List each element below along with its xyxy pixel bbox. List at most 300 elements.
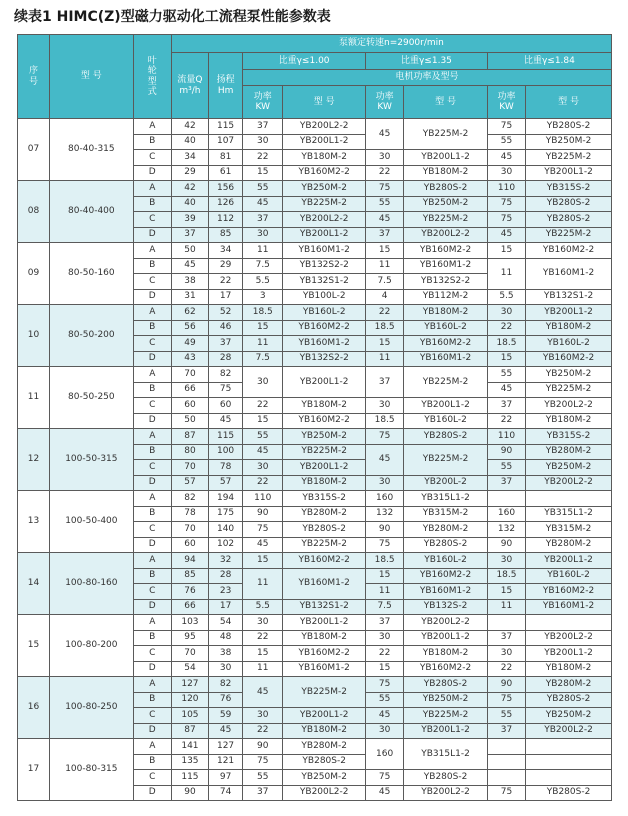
power-cell-1: 75 (243, 522, 283, 538)
power-cell-2: 7.5 (366, 599, 404, 615)
model-cell: 80-40-400 (50, 181, 134, 243)
power-cell-1: 37 (243, 785, 283, 801)
power-cell-3: 30 (487, 553, 525, 569)
motor-model-cell-3: YB160M2-2 (526, 243, 612, 259)
motor-model-cell-1: YB132S2-2 (283, 258, 366, 274)
power-cell-1: 90 (243, 739, 283, 755)
impeller-cell: B (133, 692, 171, 708)
power-cell-3: 110 (487, 429, 525, 445)
power-cell-2: 45 (366, 785, 404, 801)
impeller-cell: B (133, 444, 171, 460)
head-cell: 115 (209, 429, 243, 445)
motor-model-cell-3: YB250M-2 (526, 708, 612, 724)
flow-cell: 85 (171, 568, 208, 584)
motor-model-cell-2: YB160L-2 (404, 320, 488, 336)
power-cell-2: 45 (366, 212, 404, 228)
impeller-cell: D (133, 227, 171, 243)
flow-cell: 29 (171, 165, 208, 181)
flow-cell: 78 (171, 506, 208, 522)
flow-cell: 94 (171, 553, 208, 569)
impeller-cell: C (133, 212, 171, 228)
head-cell: 30 (209, 661, 243, 677)
head-cell: 45 (209, 723, 243, 739)
motor-model-cell-1: YB280M-2 (283, 739, 366, 755)
power-cell-2: 22 (366, 165, 404, 181)
motor-model-cell-1: YB200L1-2 (283, 367, 366, 398)
header-motor-model-2: 型 号 (404, 86, 488, 119)
motor-model-cell-2: YB160M1-2 (404, 351, 488, 367)
motor-model-cell-2: YB225M-2 (404, 119, 488, 150)
seq-cell: 08 (18, 181, 50, 243)
impeller-cell: C (133, 460, 171, 476)
table-row (18, 429, 612, 445)
flow-cell: 39 (171, 212, 208, 228)
head-cell: 57 (209, 475, 243, 491)
impeller-cell: A (133, 243, 171, 259)
flow-cell: 66 (171, 382, 208, 398)
power-cell-3: 45 (487, 150, 525, 166)
power-cell-2: 7.5 (366, 274, 404, 290)
model-cell: 100-80-200 (50, 615, 134, 677)
seq-cell: 10 (18, 305, 50, 367)
power-cell-2: 132 (366, 506, 404, 522)
head-cell: 82 (209, 367, 243, 383)
impeller-cell: B (133, 134, 171, 150)
head-cell: 54 (209, 615, 243, 631)
power-cell-1: 30 (243, 134, 283, 150)
motor-model-cell-2: YB200L-2 (404, 475, 488, 491)
power-cell-3: 22 (487, 413, 525, 429)
motor-model-cell-3 (526, 491, 612, 507)
head-cell: 32 (209, 553, 243, 569)
power-cell-2: 11 (366, 584, 404, 600)
power-cell-2: 45 (366, 708, 404, 724)
motor-model-cell-3: YB160M1-2 (526, 599, 612, 615)
head-cell: 175 (209, 506, 243, 522)
flow-cell: 70 (171, 646, 208, 662)
motor-model-cell-2: YB160M2-2 (404, 568, 488, 584)
flow-cell: 87 (171, 723, 208, 739)
power-cell-3: 37 (487, 475, 525, 491)
power-cell-1: 30 (243, 615, 283, 631)
head-cell: 23 (209, 584, 243, 600)
flow-cell: 57 (171, 475, 208, 491)
motor-model-cell-3: YB225M-2 (526, 150, 612, 166)
power-cell-1: 90 (243, 506, 283, 522)
impeller-cell: D (133, 537, 171, 553)
power-cell-2: 30 (366, 723, 404, 739)
motor-model-cell-2: YB200L2-2 (404, 785, 488, 801)
flow-cell: 60 (171, 398, 208, 414)
motor-model-cell-1: YB160M1-2 (283, 243, 366, 259)
header-motor: 电机功率及型号 (243, 70, 612, 86)
head-cell: 100 (209, 444, 243, 460)
seq-cell: 16 (18, 677, 50, 739)
power-cell-3: 18.5 (487, 568, 525, 584)
head-cell: 115 (209, 119, 243, 135)
power-cell-3: 22 (487, 320, 525, 336)
head-cell: 112 (209, 212, 243, 228)
header-flow: 流量Q m³/h (171, 53, 208, 119)
seq-cell: 11 (18, 367, 50, 429)
header-density-3: 比重γ≤1.84 (487, 53, 611, 70)
impeller-cell: C (133, 770, 171, 786)
power-cell-2: 75 (366, 770, 404, 786)
power-cell-3: 75 (487, 119, 525, 135)
flow-cell: 45 (171, 258, 208, 274)
flow-cell: 50 (171, 413, 208, 429)
power-cell-1: 30 (243, 227, 283, 243)
power-cell-1: 37 (243, 119, 283, 135)
motor-model-cell-1: YB132S1-2 (283, 599, 366, 615)
motor-model-cell-1: YB250M-2 (283, 770, 366, 786)
flow-cell: 115 (171, 770, 208, 786)
motor-model-cell-1: YB280S-2 (283, 522, 366, 538)
power-cell-3: 132 (487, 522, 525, 538)
motor-model-cell-3 (526, 739, 612, 755)
flow-cell: 70 (171, 522, 208, 538)
model-cell: 100-80-315 (50, 739, 134, 801)
motor-model-cell-3: YB200L1-2 (526, 305, 612, 321)
motor-model-cell-3: YB200L2-2 (526, 475, 612, 491)
motor-model-cell-2: YB280S-2 (404, 677, 488, 693)
impeller-cell: A (133, 181, 171, 197)
power-cell-3: 37 (487, 723, 525, 739)
motor-model-cell-3: YB200L2-2 (526, 398, 612, 414)
impeller-cell: A (133, 739, 171, 755)
power-cell-3 (487, 770, 525, 786)
power-cell-1: 5.5 (243, 274, 283, 290)
flow-cell: 141 (171, 739, 208, 755)
impeller-cell: A (133, 367, 171, 383)
power-cell-1: 3 (243, 289, 283, 305)
motor-model-cell-3: YB280S-2 (526, 196, 612, 212)
pump-performance-table (17, 34, 612, 801)
head-cell: 107 (209, 134, 243, 150)
flow-cell: 80 (171, 444, 208, 460)
motor-model-cell-2: YB132S-2 (404, 599, 488, 615)
motor-model-cell-1: YB180M-2 (283, 475, 366, 491)
motor-model-cell-1: YB100L-2 (283, 289, 366, 305)
power-cell-2: 11 (366, 351, 404, 367)
power-cell-2: 55 (366, 692, 404, 708)
power-cell-3: 45 (487, 382, 525, 398)
motor-model-cell-1: YB160M2-2 (283, 413, 366, 429)
table-header (18, 35, 612, 119)
header-power-1: 功率 KW (243, 86, 283, 119)
motor-model-cell-3: YB180M-2 (526, 320, 612, 336)
motor-model-cell-2: YB225M-2 (404, 367, 488, 398)
motor-model-cell-1: YB225M-2 (283, 537, 366, 553)
power-cell-3: 11 (487, 599, 525, 615)
power-cell-1: 45 (243, 444, 283, 460)
head-cell: 17 (209, 289, 243, 305)
power-cell-3: 22 (487, 661, 525, 677)
impeller-cell: A (133, 615, 171, 631)
impeller-cell: B (133, 568, 171, 584)
seq-cell: 13 (18, 491, 50, 553)
flow-cell: 120 (171, 692, 208, 708)
table-row (18, 119, 612, 135)
power-cell-3: 90 (487, 537, 525, 553)
power-cell-3: 5.5 (487, 289, 525, 305)
motor-model-cell-2: YB200L1-2 (404, 150, 488, 166)
model-cell: 80-50-200 (50, 305, 134, 367)
power-cell-2: 55 (366, 196, 404, 212)
impeller-cell: A (133, 677, 171, 693)
power-cell-3: 110 (487, 181, 525, 197)
seq-cell: 07 (18, 119, 50, 181)
flow-cell: 34 (171, 150, 208, 166)
power-cell-2: 15 (366, 336, 404, 352)
power-cell-1: 15 (243, 553, 283, 569)
seq-cell: 12 (18, 429, 50, 491)
motor-model-cell-3: YB280S-2 (526, 212, 612, 228)
motor-model-cell-1: YB200L1-2 (283, 708, 366, 724)
power-cell-3: 55 (487, 708, 525, 724)
power-cell-1: 11 (243, 661, 283, 677)
head-cell: 102 (209, 537, 243, 553)
header-head: 扬程 Hm (209, 53, 243, 119)
motor-model-cell-2: YB200L1-2 (404, 398, 488, 414)
motor-model-cell-2: YB180M-2 (404, 305, 488, 321)
motor-model-cell-1: YB250M-2 (283, 429, 366, 445)
power-cell-1: 11 (243, 243, 283, 259)
flow-cell: 127 (171, 677, 208, 693)
power-cell-2: 15 (366, 243, 404, 259)
motor-model-cell-3: YB160L-2 (526, 568, 612, 584)
power-cell-3: 90 (487, 444, 525, 460)
impeller-cell: C (133, 274, 171, 290)
power-cell-3: 55 (487, 134, 525, 150)
impeller-cell: B (133, 382, 171, 398)
motor-model-cell-3: YB315S-2 (526, 429, 612, 445)
power-cell-1: 22 (243, 630, 283, 646)
power-cell-3 (487, 491, 525, 507)
power-cell-1: 7.5 (243, 258, 283, 274)
motor-model-cell-1: YB160M2-2 (283, 165, 366, 181)
power-cell-1: 15 (243, 320, 283, 336)
impeller-cell: B (133, 630, 171, 646)
power-cell-3 (487, 754, 525, 770)
flow-cell: 76 (171, 584, 208, 600)
motor-model-cell-2: YB280S-2 (404, 537, 488, 553)
impeller-cell: C (133, 708, 171, 724)
head-cell: 76 (209, 692, 243, 708)
motor-model-cell-1: YB200L1-2 (283, 227, 366, 243)
table-row (18, 553, 612, 569)
power-cell-1: 7.5 (243, 351, 283, 367)
power-cell-3: 15 (487, 351, 525, 367)
flow-cell: 43 (171, 351, 208, 367)
power-cell-2: 11 (366, 258, 404, 274)
power-cell-3: 90 (487, 677, 525, 693)
power-cell-3: 55 (487, 460, 525, 476)
flow-cell: 62 (171, 305, 208, 321)
head-cell: 28 (209, 351, 243, 367)
power-cell-1: 22 (243, 475, 283, 491)
power-cell-3 (487, 615, 525, 631)
impeller-cell: A (133, 491, 171, 507)
power-cell-2: 160 (366, 739, 404, 770)
power-cell-1: 15 (243, 413, 283, 429)
flow-cell: 82 (171, 491, 208, 507)
head-cell: 121 (209, 754, 243, 770)
header-speed: 泵额定转速n=2900r/min (171, 35, 611, 53)
power-cell-1: 45 (243, 677, 283, 708)
motor-model-cell-1: YB180M-2 (283, 150, 366, 166)
model-cell: 80-50-250 (50, 367, 134, 429)
head-cell: 78 (209, 460, 243, 476)
flow-cell: 31 (171, 289, 208, 305)
motor-model-cell-3: YB280M-2 (526, 537, 612, 553)
motor-model-cell-1: YB225M-2 (283, 677, 366, 708)
seq-cell: 15 (18, 615, 50, 677)
power-cell-1: 110 (243, 491, 283, 507)
motor-model-cell-2: YB160M2-2 (404, 661, 488, 677)
flow-cell: 105 (171, 708, 208, 724)
flow-cell: 135 (171, 754, 208, 770)
power-cell-2: 30 (366, 150, 404, 166)
power-cell-3: 75 (487, 212, 525, 228)
power-cell-2: 75 (366, 429, 404, 445)
power-cell-2: 15 (366, 568, 404, 584)
motor-model-cell-2: YB160M1-2 (404, 258, 488, 274)
impeller-cell: C (133, 398, 171, 414)
power-cell-3: 75 (487, 692, 525, 708)
motor-model-cell-2: YB250M-2 (404, 692, 488, 708)
power-cell-2: 75 (366, 537, 404, 553)
motor-model-cell-2: YB315L1-2 (404, 739, 488, 770)
head-cell: 60 (209, 398, 243, 414)
power-cell-1: 30 (243, 367, 283, 398)
motor-model-cell-3: YB315S-2 (526, 181, 612, 197)
motor-model-cell-1: YB225M-2 (283, 444, 366, 460)
power-cell-3: 37 (487, 630, 525, 646)
power-cell-1: 18.5 (243, 305, 283, 321)
flow-cell: 54 (171, 661, 208, 677)
motor-model-cell-3: YB280S-2 (526, 692, 612, 708)
header-seq: 序 号 (18, 35, 50, 119)
head-cell: 59 (209, 708, 243, 724)
power-cell-2: 30 (366, 398, 404, 414)
head-cell: 29 (209, 258, 243, 274)
power-cell-3 (487, 739, 525, 755)
motor-model-cell-1: YB132S1-2 (283, 274, 366, 290)
table-row (18, 491, 612, 507)
motor-model-cell-1: YB200L1-2 (283, 615, 366, 631)
motor-model-cell-1: YB200L2-2 (283, 119, 366, 135)
impeller-cell: C (133, 522, 171, 538)
flow-cell: 90 (171, 785, 208, 801)
motor-model-cell-2: YB280S-2 (404, 770, 488, 786)
power-cell-2: 18.5 (366, 320, 404, 336)
motor-model-cell-2: YB180M-2 (404, 165, 488, 181)
flow-cell: 49 (171, 336, 208, 352)
power-cell-3: 75 (487, 196, 525, 212)
impeller-cell: B (133, 506, 171, 522)
motor-model-cell-1: YB160M1-2 (283, 661, 366, 677)
table-row (18, 677, 612, 693)
head-cell: 61 (209, 165, 243, 181)
impeller-cell: C (133, 584, 171, 600)
power-cell-2: 90 (366, 522, 404, 538)
flow-cell: 40 (171, 134, 208, 150)
head-cell: 34 (209, 243, 243, 259)
head-cell: 46 (209, 320, 243, 336)
motor-model-cell-2: YB160L-2 (404, 553, 488, 569)
motor-model-cell-1: YB132S2-2 (283, 351, 366, 367)
motor-model-cell-3: YB280S-2 (526, 119, 612, 135)
header-motor-model-3: 型 号 (526, 86, 612, 119)
motor-model-cell-2: YB160M1-2 (404, 584, 488, 600)
motor-model-cell-3: YB225M-2 (526, 382, 612, 398)
impeller-cell: D (133, 351, 171, 367)
flow-cell: 103 (171, 615, 208, 631)
head-cell: 48 (209, 630, 243, 646)
motor-model-cell-2: YB160L-2 (404, 413, 488, 429)
head-cell: 28 (209, 568, 243, 584)
seq-cell: 14 (18, 553, 50, 615)
head-cell: 38 (209, 646, 243, 662)
motor-model-cell-3: YB280S-2 (526, 785, 612, 801)
header-power-3: 功率 KW (487, 86, 525, 119)
flow-cell: 37 (171, 227, 208, 243)
seq-cell: 09 (18, 243, 50, 305)
impeller-cell: C (133, 336, 171, 352)
power-cell-1: 75 (243, 754, 283, 770)
table-body (18, 119, 612, 801)
motor-model-cell-2: YB250M-2 (404, 196, 488, 212)
power-cell-2: 22 (366, 646, 404, 662)
impeller-cell: D (133, 723, 171, 739)
impeller-cell: A (133, 119, 171, 135)
motor-model-cell-1: YB200L2-2 (283, 212, 366, 228)
power-cell-2: 45 (366, 119, 404, 150)
power-cell-2: 18.5 (366, 553, 404, 569)
power-cell-1: 45 (243, 196, 283, 212)
impeller-cell: D (133, 599, 171, 615)
power-cell-1: 11 (243, 336, 283, 352)
power-cell-1: 22 (243, 723, 283, 739)
power-cell-3: 15 (487, 243, 525, 259)
power-cell-1: 45 (243, 537, 283, 553)
impeller-cell: A (133, 305, 171, 321)
head-cell: 82 (209, 677, 243, 693)
motor-model-cell-1: YB180M-2 (283, 630, 366, 646)
flow-cell: 70 (171, 460, 208, 476)
head-cell: 97 (209, 770, 243, 786)
impeller-cell: C (133, 150, 171, 166)
motor-model-cell-2: YB315M-2 (404, 506, 488, 522)
motor-model-cell-1: YB160M1-2 (283, 336, 366, 352)
motor-model-cell-2: YB280S-2 (404, 429, 488, 445)
motor-model-cell-3: YB315M-2 (526, 522, 612, 538)
motor-model-cell-1: YB160M1-2 (283, 568, 366, 599)
motor-model-cell-1: YB180M-2 (283, 723, 366, 739)
power-cell-2: 15 (366, 661, 404, 677)
head-cell: 37 (209, 336, 243, 352)
power-cell-2: 30 (366, 630, 404, 646)
motor-model-cell-3 (526, 770, 612, 786)
table-row (18, 243, 612, 259)
motor-model-cell-2: YB280S-2 (404, 181, 488, 197)
power-cell-2: 22 (366, 305, 404, 321)
power-cell-3: 75 (487, 785, 525, 801)
header-motor-model-1: 型 号 (283, 86, 366, 119)
motor-model-cell-2: YB225M-2 (404, 708, 488, 724)
motor-model-cell-2: YB315L1-2 (404, 491, 488, 507)
